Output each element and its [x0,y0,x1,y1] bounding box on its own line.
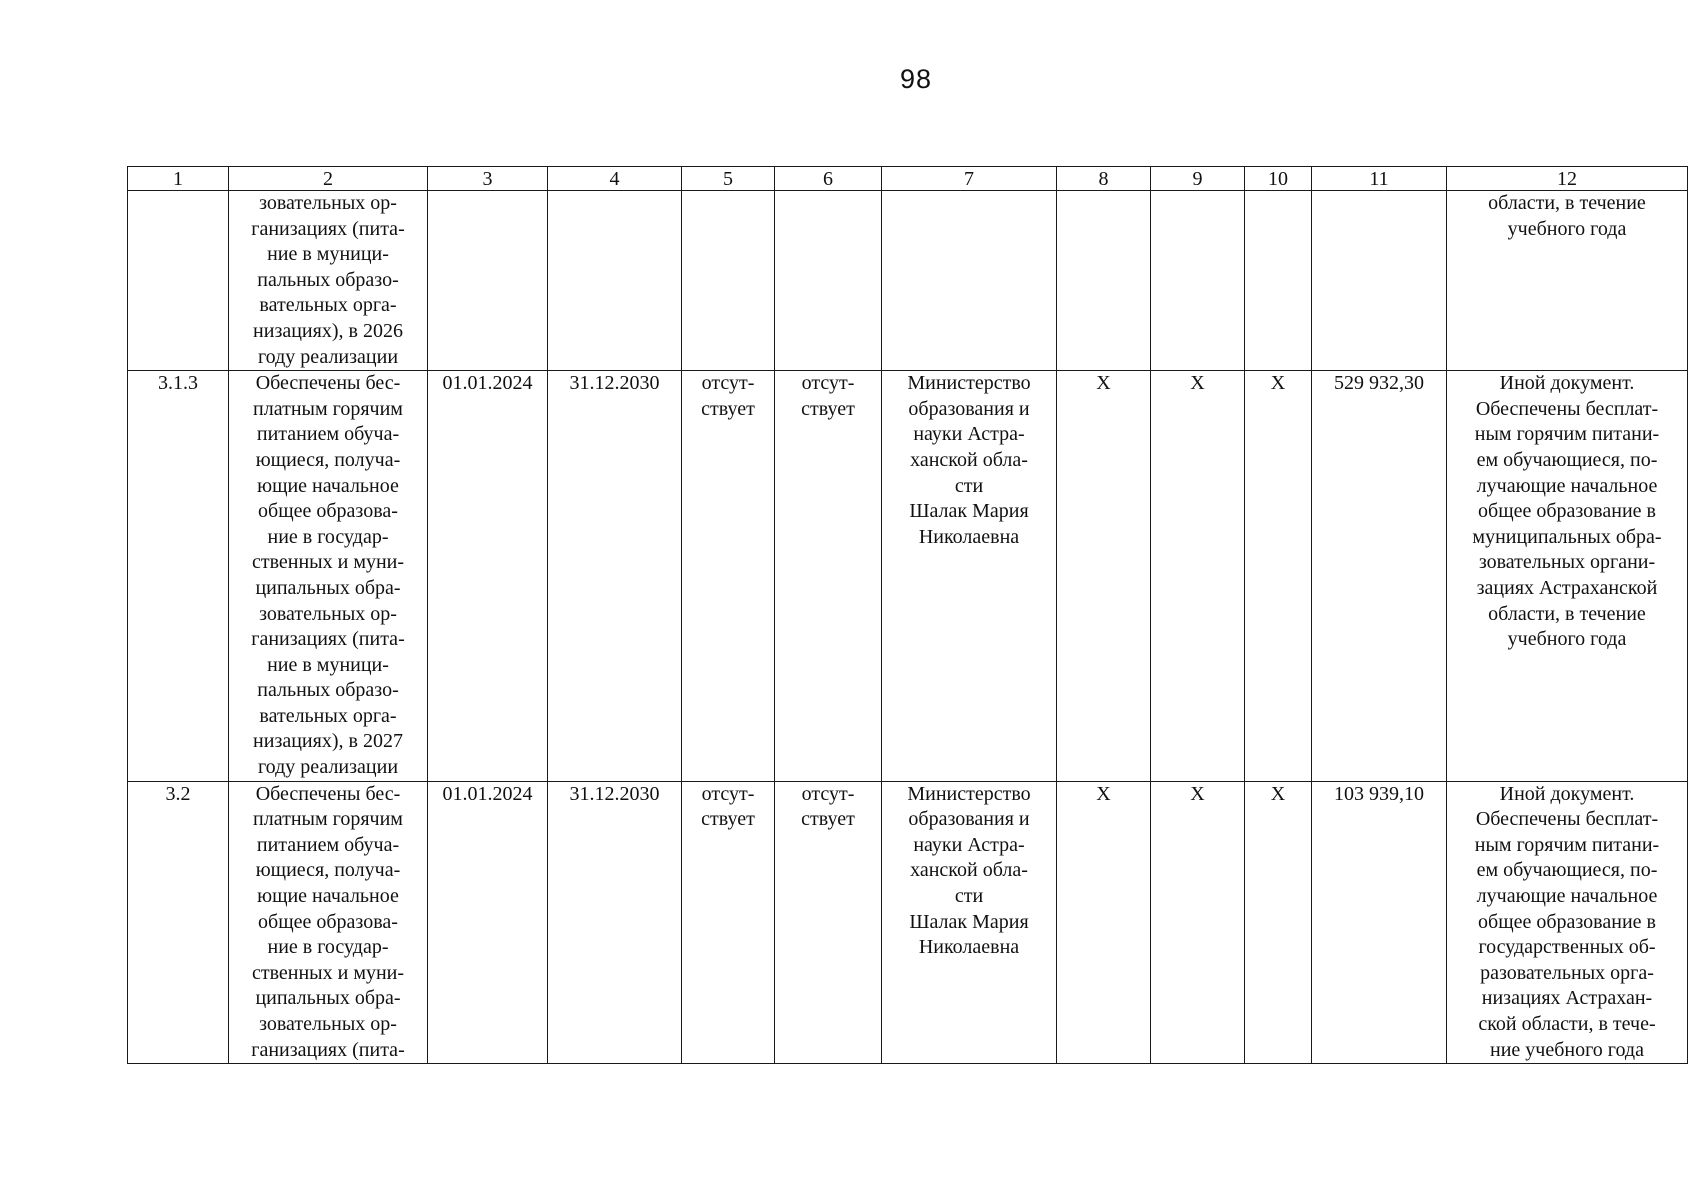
plan-table [127,166,1688,1064]
column-header: 4 [548,167,682,191]
cell-responsible: Министерство образования и науки Астра- ханской обла- сти Шалак Мария Николаевна [882,371,1057,782]
cell-result-name: зовательных ор- ганизациях (пита- ние в муници- пальных образо- вательных орга- низациях), в 2026 году реализации [229,191,428,371]
cell-end-date: 31.12.2030 [548,371,682,782]
cell-end-date: 31.12.2030 [548,781,682,1064]
column-header: 3 [428,167,548,191]
cell-end-date [548,191,682,371]
cell-responsible: Министерство образования и науки Астра- ханской обла- сти Шалак Мария Николаевна [882,781,1057,1064]
column-header: 11 [1312,167,1447,191]
cell-col10 [1245,191,1312,371]
cell-amount [1312,191,1447,371]
cell-start-date: 01.01.2024 [428,371,548,782]
cell-number: 3.1.3 [128,371,229,782]
column-header: 8 [1057,167,1151,191]
cell-result-name: Обеспечены бес- платным горячим питанием обуча- ющиеся, получа- ющие начальное общее образова- ние в государ- ственных и муни- ципальных обра- зовательных ор- ганизациях (пита- [229,781,428,1064]
table-row [128,781,1688,1064]
cell-col8: X [1057,371,1151,782]
cell-amount: 529 932,30 [1312,371,1447,782]
cell-col6: отсут- ствует [775,371,882,782]
cell-col6: отсут- ствует [775,781,882,1064]
cell-col10: X [1245,371,1312,782]
cell-col8 [1057,191,1151,371]
column-header: 10 [1245,167,1312,191]
table-row [128,371,1688,782]
cell-col9: X [1151,371,1245,782]
cell-amount: 103 939,10 [1312,781,1447,1064]
header-row [128,167,1688,191]
column-header: 6 [775,167,882,191]
column-header: 5 [682,167,775,191]
cell-document: Иной документ. Обеспечены бесплат- ным горячим питани- ем обучающиеся, по- лучающие начальное общее образование в государственных об- разовательных орга- низациях Астрахан- ской области, в тече- ние учебного года [1447,781,1688,1064]
column-header: 7 [882,167,1057,191]
cell-col9: X [1151,781,1245,1064]
cell-document: Иной документ. Обеспечены бесплат- ным горячим питани- ем обучающиеся, по- лучающие начальное общее образование в муниципальных обра- зовательных органи- зациях Астраханской области, в течение учебного года [1447,371,1688,782]
cell-col5 [682,191,775,371]
cell-number [128,191,229,371]
table-row [128,191,1688,371]
cell-col5: отсут- ствует [682,781,775,1064]
cell-start-date [428,191,548,371]
cell-col9 [1151,191,1245,371]
cell-col5: отсут- ствует [682,371,775,782]
column-header: 9 [1151,167,1245,191]
cell-col10: X [1245,781,1312,1064]
cell-result-name: Обеспечены бес- платным горячим питанием обуча- ющиеся, получа- ющие начальное общее образова- ние в государ- ственных и муни- ципальных обра- зовательных ор- ганизациях (пита- ние в муници- пальных образо- вательных орга- низациях), в 2027 году реализации [229,371,428,782]
cell-document: области, в течение учебного года [1447,191,1688,371]
cell-number: 3.2 [128,781,229,1064]
column-header: 12 [1447,167,1688,191]
column-header: 2 [229,167,428,191]
column-header: 1 [128,167,229,191]
page-number: 98 [900,64,933,94]
cell-responsible [882,191,1057,371]
cell-col8: X [1057,781,1151,1064]
cell-col6 [775,191,882,371]
cell-start-date: 01.01.2024 [428,781,548,1064]
